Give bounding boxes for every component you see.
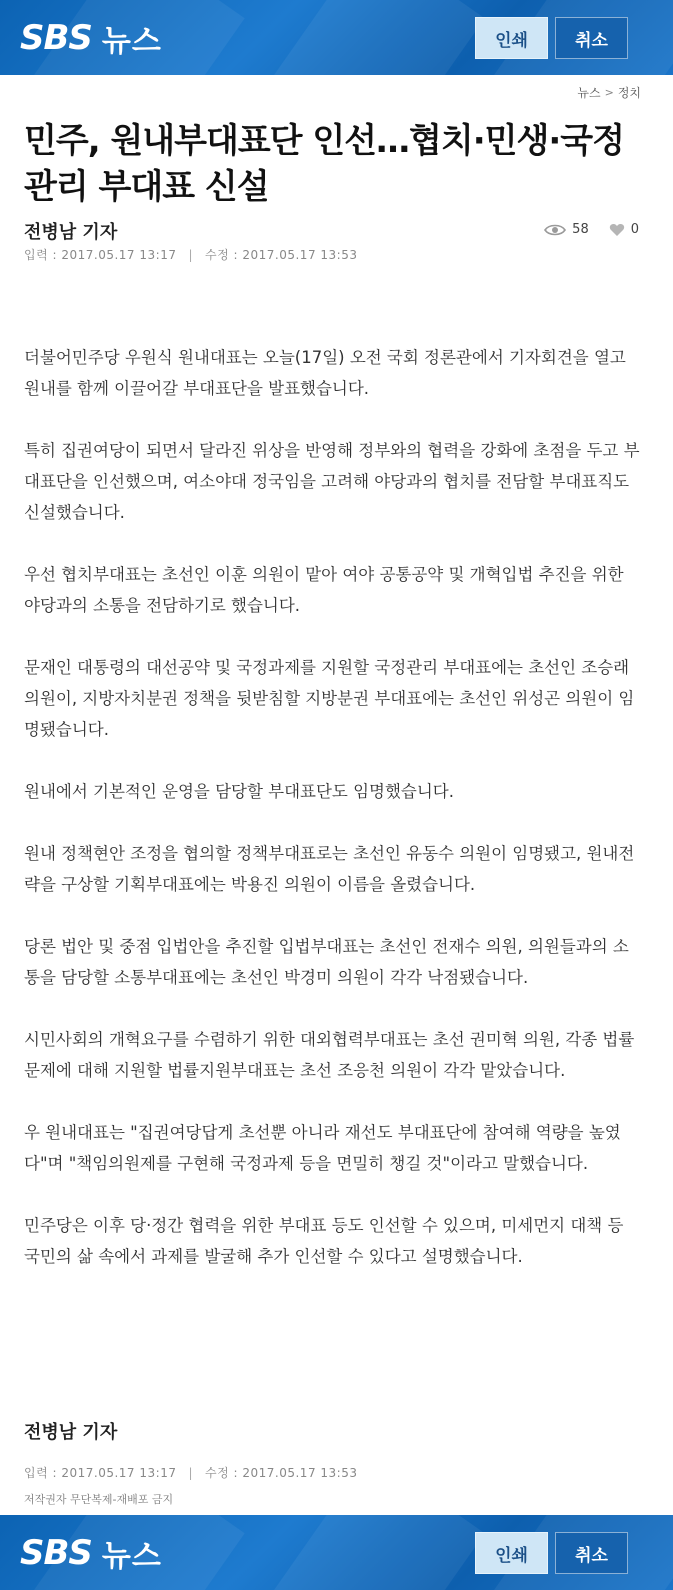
input-date-footer: 입력 : 2017.05.17 13:17 xyxy=(24,1466,177,1480)
article-paragraph: 특히 집권여당이 되면서 달라진 위상을 반영해 정부와의 협력을 강화에 초점을 두고 부대표단을 인선했으며, 여소야대 정국임을 고려해 야당과의 협치를 전담할 부대표직도 신설했습니다. xyxy=(24,441,640,522)
breadcrumb-politics[interactable]: 정치 xyxy=(617,86,641,100)
date-divider-footer: | xyxy=(188,1466,194,1480)
like-count: 0 xyxy=(630,222,639,237)
logo-sbs-text: SBS xyxy=(20,18,92,58)
article-paragraph: 문재인 대통령의 대선공약 및 국정과제를 지원할 국정관리 부대표에는 초선인 조승래 의원이, 지방자치분권 정책을 뒷받침할 지방분권 부대표에는 초선인 위성곤 의원이 임명됐습니다. xyxy=(24,658,635,739)
modified-date-footer: 수정 : 2017.05.17 13:53 xyxy=(205,1466,358,1480)
print-button-footer[interactable]: 인쇄 xyxy=(475,1532,548,1574)
chevron-right-icon: > xyxy=(604,86,614,99)
date-divider: | xyxy=(188,248,194,262)
view-count: 58 xyxy=(572,222,589,237)
sbs-news-logo-footer[interactable] xyxy=(20,1533,162,1573)
article-paragraph: 더불어민주당 우원식 원내대표는 오늘(17일) 오전 국회 정론관에서 기자회견을 열고 원내를 함께 이끌어갈 부대표단을 발표했습니다. xyxy=(24,348,626,398)
sbs-news-logo[interactable] xyxy=(20,18,162,58)
article-paragraph: 우 원내대표는 "집권여당답게 초선뿐 아니라 재선도 부대표단에 참여해 역량을 높였다"며 "책임의원제를 구현해 국정과제 등을 면밀히 챙길 것"이라고 말했습니다. xyxy=(24,1123,621,1173)
breadcrumb xyxy=(577,84,641,101)
logo-news-text: 뉴스 xyxy=(101,24,162,59)
reporter-name-footer: 전병남 기자 xyxy=(24,1422,118,1443)
copyright-notice: 저작권자 무단복제-재배포 금지 xyxy=(24,1493,174,1506)
top-bar xyxy=(0,0,673,75)
input-date: 입력 : 2017.05.17 13:17 xyxy=(24,248,177,262)
reporter-name: 전병남 기자 xyxy=(24,222,118,243)
article-paragraph: 당론 법안 및 중점 입법안을 추진할 입법부대표는 초선인 전재수 의원, 의원들과의 소통을 담당할 소통부대표에는 초선인 박경미 의원이 각각 낙점됐습니다. xyxy=(24,937,629,987)
bottom-bar xyxy=(0,1515,673,1590)
article-paragraph: 원내 정책현안 조정을 협의할 정책부대표로는 초선인 유동수 의원이 임명됐고, 원내전략을 구상할 기획부대표에는 박용진 의원이 이름을 올렸습니다. xyxy=(24,844,635,894)
logo-news-text-footer: 뉴스 xyxy=(101,1539,162,1574)
cancel-button[interactable]: 취소 xyxy=(555,17,628,59)
logo-sbs-text-footer: SBS xyxy=(20,1533,92,1573)
article-dates xyxy=(24,246,357,263)
modified-date: 수정 : 2017.05.17 13:53 xyxy=(205,248,358,262)
article-paragraph: 시민사회의 개혁요구를 수렴하기 위한 대외협력부대표는 초선 권미혁 의원, 각종 법률문제에 대해 지원할 법률지원부대표는 초선 조응천 의원이 각각 맡았습니다. xyxy=(24,1030,635,1080)
eye-icon xyxy=(544,223,566,237)
article-stats xyxy=(544,222,639,237)
article-paragraph: 우선 협치부대표는 초선인 이훈 의원이 맡아 여야 공통공약 및 개혁입법 추진을 위한 야당과의 소통을 전담하기로 했습니다. xyxy=(24,565,624,615)
article-body xyxy=(24,342,644,1303)
article-paragraph: 민주당은 이후 당·정간 협력을 위한 부대표 등도 인선할 수 있으며, 미세먼지 대책 등 국민의 삶 속에서 과제를 발굴해 추가 인선할 수 있다고 설명했습니다. xyxy=(24,1216,624,1266)
breadcrumb-news[interactable]: 뉴스 xyxy=(577,86,601,100)
article-paragraph: 원내에서 기본적인 운영을 담당할 부대표단도 임명했습니다. xyxy=(24,782,454,801)
heart-icon[interactable] xyxy=(609,223,625,237)
article-title: 민주, 원내부대표단 인선…협치·민생·국정관리 부대표 신설 xyxy=(24,121,624,207)
cancel-button-footer[interactable]: 취소 xyxy=(555,1532,628,1574)
article-dates-footer xyxy=(24,1464,357,1481)
print-button[interactable]: 인쇄 xyxy=(475,17,548,59)
